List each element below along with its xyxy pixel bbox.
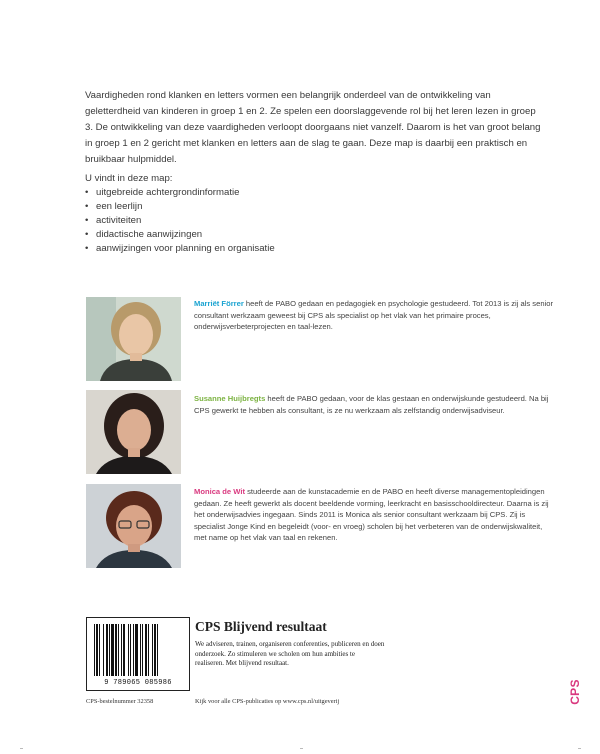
crop-mark xyxy=(578,748,581,749)
author-bio-text: heeft de PABO gedaan en pedagogiek en psychologie gestudeerd. Tot 2013 is zij als senior consultant werkzaam geweest bij CPS als specialist op het vlak van het primaire proces, onderwijsverbeterprojecten en taal-lezen. xyxy=(194,299,553,332)
list-item: • aanwijzingen voor planning en organisatie xyxy=(85,242,275,256)
cps-logo-text: CPS xyxy=(568,679,582,705)
list-item: • uitgebreide achtergrondinformatie xyxy=(85,186,275,200)
crop-mark xyxy=(20,748,23,749)
author-name: Marriët Förrer xyxy=(194,299,244,308)
list-item: • een leerlijn xyxy=(85,200,275,214)
author-bio-forrer xyxy=(194,298,554,333)
author-bio-huijbregts xyxy=(194,393,554,416)
barcode xyxy=(86,617,190,691)
list-item: • activiteiten xyxy=(85,214,275,228)
crop-mark xyxy=(300,748,303,749)
barcode-bars xyxy=(93,624,183,676)
cps-logo xyxy=(565,680,585,704)
author-bio-text: studeerde aan de kunstacademie en de PABO en heeft diverse managementopleidingen gedaan. Ze heeft gewerkt als docent beeldende vorming, leerkracht en basisschooldirecteur. Daarna is zij het onderwijsadvies ingegaan. Sinds 2011 is Monica als senior consultant werkzaam bij CPS. Zij is specialist Jonge Kind en begeleidt (voor- en vroeg) scholen bij het verbeteren van de onderwijskwaliteit, met name op het vlak van taal en rekenen. xyxy=(194,487,549,543)
cps-description: We adviseren, trainen, organiseren conferenties, publiceren en doen onderzoek. Zo stimuleren we scholen om hun ambities te realiseren. Met blijvend resultaat. xyxy=(195,640,385,668)
list-item: • didactische aanwijzingen xyxy=(85,228,275,242)
author-name: Susanne Huijbregts xyxy=(194,394,266,403)
author-photo-forrer xyxy=(86,297,181,381)
author-photo-de-wit xyxy=(86,484,181,568)
author-name: Monica de Wit xyxy=(194,487,245,496)
cps-title: CPS Blijvend resultaat xyxy=(195,619,327,634)
contents-list xyxy=(85,186,275,256)
author-bio-de-wit xyxy=(194,486,554,544)
author-bio-text: heeft de PABO gedaan, voor de klas gestaan en onderwijskunde gestudeerd. Na bij CPS gewerkt te hebben als consultant, is ze nu werkzaam als zelfstandig onderwijsadviseur. xyxy=(194,394,549,415)
contents-heading: U vindt in deze map: xyxy=(85,173,173,184)
website-note: Kijk voor alle CPS-publicaties op www.cps.nl/uitgeverij xyxy=(195,698,340,705)
intro-paragraph: Vaardigheden rond klanken en letters vormen een belangrijk onderdeel van de ontwikkeling van geletterdheid van kinderen in groep 1 en 2. Ze spelen een doorslaggevende rol bij het leren lezen in groep 3. De ontwikkeling van deze vaardigheden verloopt doorgaans niet vanzelf. Daarom is het van groot belang in groep 1 en 2 gericht met klanken en letters aan de slag te gaan. Deze map is daarbij een praktisch en bruikbaar hulpmiddel. xyxy=(85,90,541,165)
author-photo-huijbregts xyxy=(86,390,181,474)
order-number: CPS-bestelnummer 32358 xyxy=(86,698,154,705)
barcode-number: 9 789065 085986 xyxy=(104,679,172,687)
